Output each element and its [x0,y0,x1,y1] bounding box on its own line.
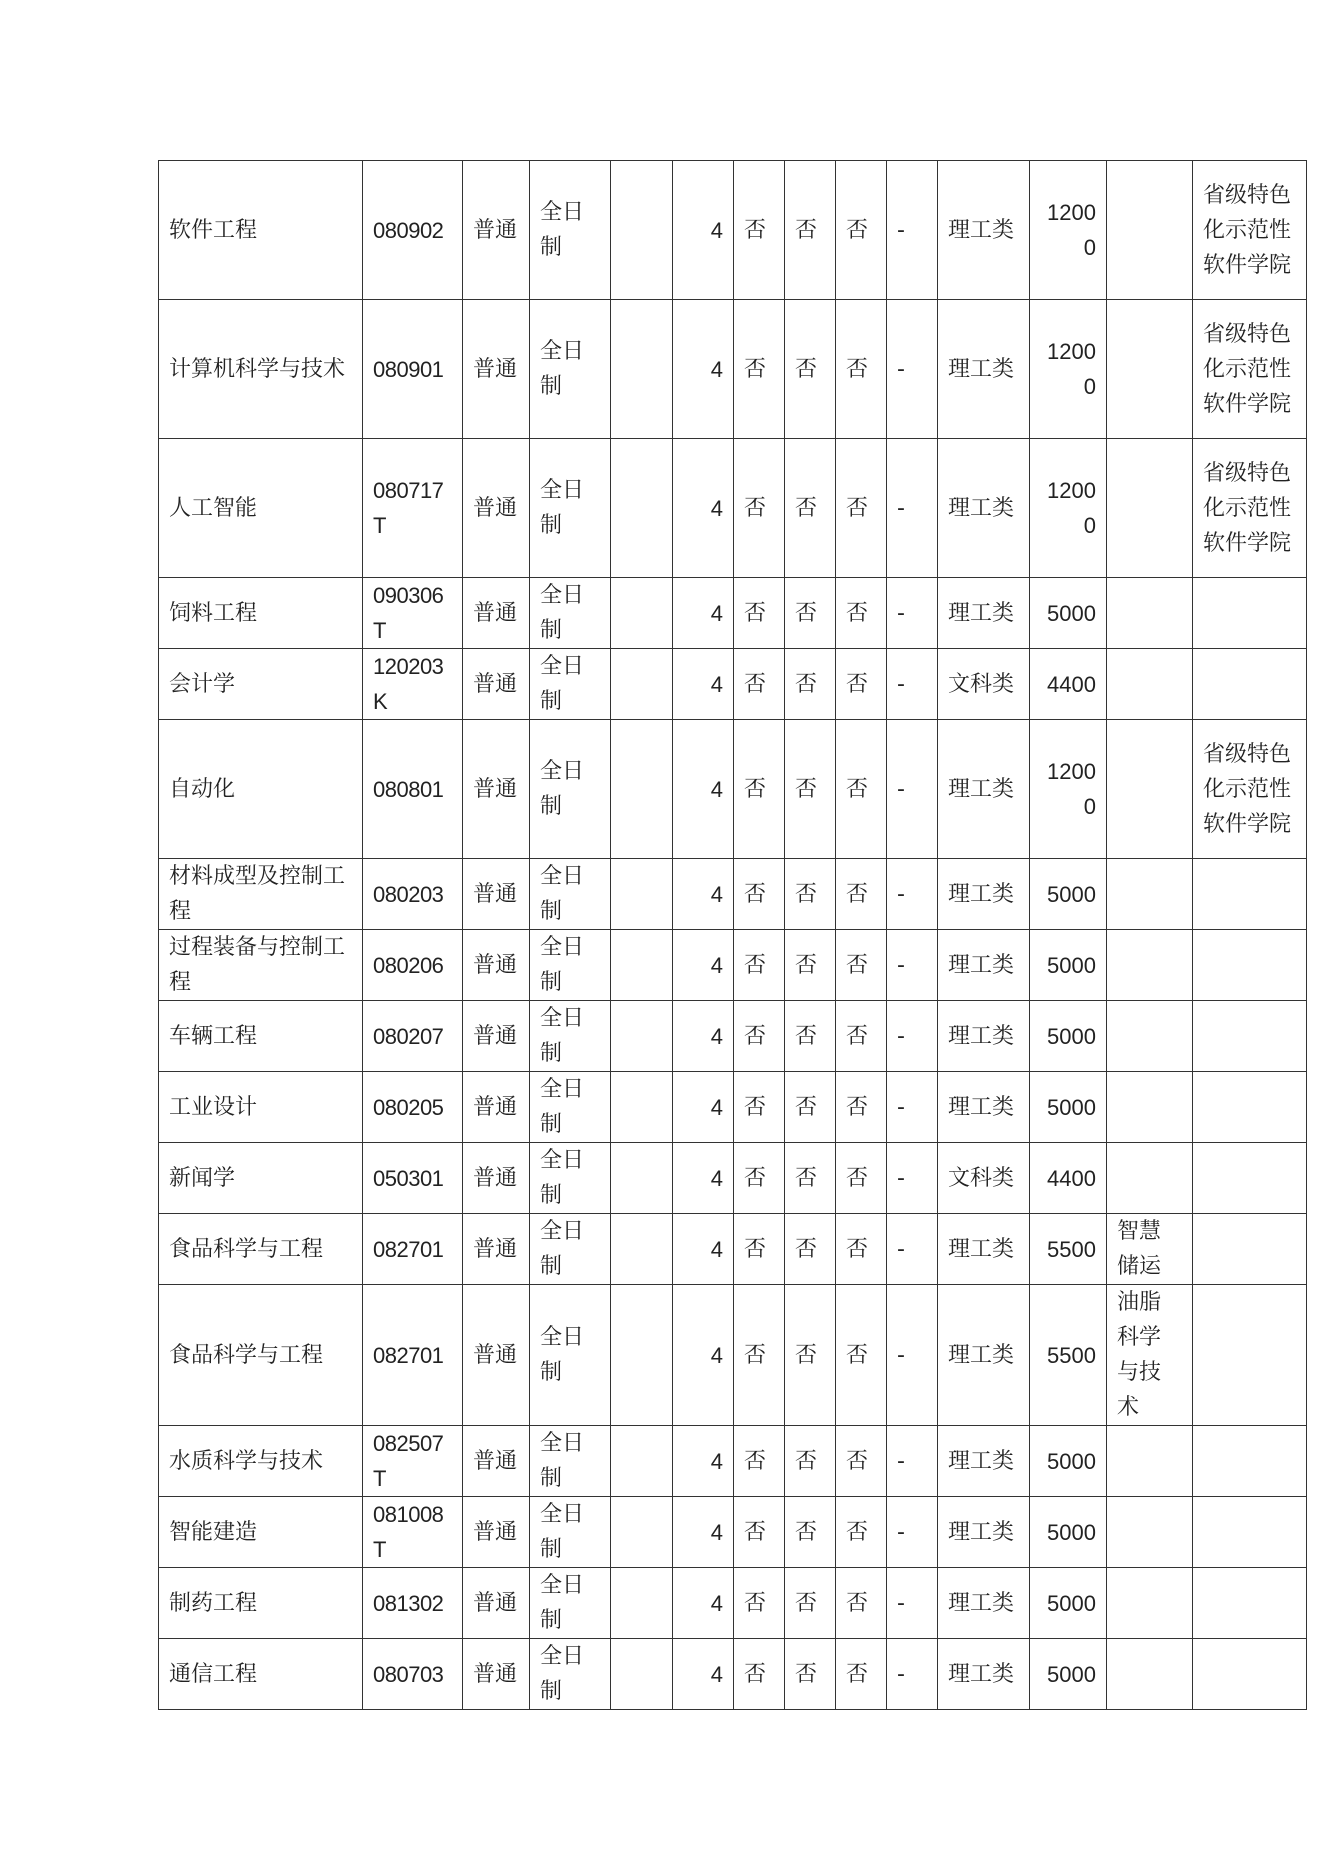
flag-cell: 否 [836,1072,887,1143]
dash-cell: - [887,161,938,300]
major-name-cell: 食品科学与工程 [159,1214,363,1285]
category-cell: 文科类 [938,1143,1030,1214]
table-row [159,1426,1307,1497]
education-type-cell: 普通 [463,161,530,300]
flag-cell: 否 [836,1639,887,1710]
category-cell: 理工类 [938,578,1030,649]
flag-cell: 否 [836,1285,887,1426]
direction-cell [1107,1426,1193,1497]
study-mode-cell: 全日制 [530,161,611,300]
major-name-cell: 制药工程 [159,1568,363,1639]
flag-cell: 否 [734,1072,785,1143]
study-mode-cell: 全日制 [530,1497,611,1568]
major-name-cell: 通信工程 [159,1639,363,1710]
years-cell: 4 [673,439,734,578]
major-name-cell: 人工智能 [159,439,363,578]
flag-cell: 否 [836,1214,887,1285]
flag-cell: 否 [734,439,785,578]
dash-cell: - [887,720,938,859]
direction-cell [1107,720,1193,859]
major-name-cell: 车辆工程 [159,1001,363,1072]
empty-cell [611,1214,673,1285]
major-name-cell: 会计学 [159,649,363,720]
education-type-cell: 普通 [463,859,530,930]
flag-cell: 否 [734,1568,785,1639]
study-mode-cell: 全日制 [530,1072,611,1143]
fee-cell: 5000 [1030,1639,1107,1710]
remark-cell [1193,1426,1307,1497]
years-cell: 4 [673,161,734,300]
empty-cell [611,1001,673,1072]
fee-cell: 5000 [1030,1426,1107,1497]
fee-cell: 5000 [1030,578,1107,649]
major-code-cell: 050301 [363,1143,463,1214]
remark-cell [1193,1214,1307,1285]
remark-cell [1193,1568,1307,1639]
years-cell: 4 [673,720,734,859]
table-row [159,859,1307,930]
empty-cell [611,439,673,578]
major-name-cell: 过程装备与控制工程 [159,930,363,1001]
empty-cell [611,300,673,439]
direction-cell: 油脂科学与技术 [1107,1285,1193,1426]
empty-cell [611,720,673,859]
flag-cell: 否 [836,1426,887,1497]
fee-cell: 5000 [1030,930,1107,1001]
fee-cell: 5500 [1030,1285,1107,1426]
remark-cell [1193,859,1307,930]
years-cell: 4 [673,1568,734,1639]
flag-cell: 否 [734,1497,785,1568]
major-code-cell: 080703 [363,1639,463,1710]
category-cell: 理工类 [938,439,1030,578]
table-row [159,1072,1307,1143]
empty-cell [611,1143,673,1214]
study-mode-cell: 全日制 [530,1568,611,1639]
major-name-cell: 水质科学与技术 [159,1426,363,1497]
education-type-cell: 普通 [463,1072,530,1143]
direction-cell [1107,439,1193,578]
remark-cell [1193,1497,1307,1568]
years-cell: 4 [673,1214,734,1285]
empty-cell [611,859,673,930]
major-code-cell: 080205 [363,1072,463,1143]
years-cell: 4 [673,859,734,930]
education-type-cell: 普通 [463,649,530,720]
study-mode-cell: 全日制 [530,1143,611,1214]
education-type-cell: 普通 [463,1639,530,1710]
major-name-cell: 新闻学 [159,1143,363,1214]
flag-cell: 否 [734,859,785,930]
major-name-cell: 工业设计 [159,1072,363,1143]
study-mode-cell: 全日制 [530,578,611,649]
flag-cell: 否 [734,930,785,1001]
category-cell: 理工类 [938,1285,1030,1426]
years-cell: 4 [673,1426,734,1497]
years-cell: 4 [673,1143,734,1214]
fee-cell: 4400 [1030,1143,1107,1214]
major-name-cell: 食品科学与工程 [159,1285,363,1426]
direction-cell [1107,1639,1193,1710]
category-cell: 理工类 [938,1497,1030,1568]
fee-cell: 5500 [1030,1214,1107,1285]
direction-cell [1107,649,1193,720]
category-cell: 理工类 [938,1568,1030,1639]
education-type-cell: 普通 [463,578,530,649]
flag-cell: 否 [785,300,836,439]
flag-cell: 否 [836,1497,887,1568]
fee-cell: 12000 [1030,300,1107,439]
majors-table [158,160,1307,1710]
education-type-cell: 普通 [463,1426,530,1497]
flag-cell: 否 [785,1639,836,1710]
dash-cell: - [887,930,938,1001]
flag-cell: 否 [734,1426,785,1497]
flag-cell: 否 [785,720,836,859]
category-cell: 理工类 [938,161,1030,300]
flag-cell: 否 [836,1001,887,1072]
study-mode-cell: 全日制 [530,649,611,720]
direction-cell [1107,1072,1193,1143]
remark-cell [1193,1072,1307,1143]
table-row [159,300,1307,439]
direction-cell [1107,300,1193,439]
category-cell: 理工类 [938,720,1030,859]
flag-cell: 否 [785,439,836,578]
years-cell: 4 [673,1001,734,1072]
table-row [159,649,1307,720]
years-cell: 4 [673,1072,734,1143]
table-row [159,1214,1307,1285]
table-row [159,1568,1307,1639]
fee-cell: 12000 [1030,439,1107,578]
study-mode-cell: 全日制 [530,1639,611,1710]
fee-cell: 5000 [1030,1568,1107,1639]
fee-cell: 12000 [1030,161,1107,300]
major-name-cell: 自动化 [159,720,363,859]
category-cell: 理工类 [938,1072,1030,1143]
category-cell: 理工类 [938,930,1030,1001]
years-cell: 4 [673,1639,734,1710]
empty-cell [611,1497,673,1568]
flag-cell: 否 [836,649,887,720]
flag-cell: 否 [836,859,887,930]
flag-cell: 否 [785,1285,836,1426]
fee-cell: 5000 [1030,1001,1107,1072]
flag-cell: 否 [734,161,785,300]
flag-cell: 否 [836,1143,887,1214]
fee-cell: 5000 [1030,1072,1107,1143]
years-cell: 4 [673,578,734,649]
flag-cell: 否 [836,439,887,578]
major-name-cell: 智能建造 [159,1497,363,1568]
study-mode-cell: 全日制 [530,859,611,930]
study-mode-cell: 全日制 [530,439,611,578]
fee-cell: 4400 [1030,649,1107,720]
flag-cell: 否 [785,1426,836,1497]
flag-cell: 否 [785,1568,836,1639]
dash-cell: - [887,859,938,930]
major-code-cell: 082701 [363,1285,463,1426]
remark-cell [1193,1143,1307,1214]
education-type-cell: 普通 [463,1001,530,1072]
dash-cell: - [887,1072,938,1143]
education-type-cell: 普通 [463,439,530,578]
table-row [159,930,1307,1001]
fee-cell: 12000 [1030,720,1107,859]
category-cell: 理工类 [938,300,1030,439]
major-name-cell: 计算机科学与技术 [159,300,363,439]
remark-cell [1193,649,1307,720]
dash-cell: - [887,1214,938,1285]
empty-cell [611,1072,673,1143]
education-type-cell: 普通 [463,1497,530,1568]
empty-cell [611,649,673,720]
flag-cell: 否 [734,300,785,439]
remark-cell: 省级特色化示范性软件学院 [1193,720,1307,859]
major-code-cell: 090306T [363,578,463,649]
empty-cell [611,1568,673,1639]
major-name-cell: 材料成型及控制工程 [159,859,363,930]
flag-cell: 否 [836,720,887,859]
flag-cell: 否 [785,1497,836,1568]
years-cell: 4 [673,1285,734,1426]
remark-cell [1193,1285,1307,1426]
flag-cell: 否 [785,578,836,649]
table-row [159,439,1307,578]
flag-cell: 否 [734,1285,785,1426]
study-mode-cell: 全日制 [530,930,611,1001]
empty-cell [611,930,673,1001]
direction-cell [1107,1568,1193,1639]
fee-cell: 5000 [1030,1497,1107,1568]
empty-cell [611,1285,673,1426]
flag-cell: 否 [785,161,836,300]
remark-cell [1193,1639,1307,1710]
study-mode-cell: 全日制 [530,1001,611,1072]
study-mode-cell: 全日制 [530,1426,611,1497]
remark-cell [1193,930,1307,1001]
empty-cell [611,161,673,300]
major-name-cell: 软件工程 [159,161,363,300]
remark-cell [1193,1001,1307,1072]
education-type-cell: 普通 [463,720,530,859]
table-row [159,578,1307,649]
major-code-cell: 080901 [363,300,463,439]
dash-cell: - [887,1001,938,1072]
flag-cell: 否 [785,859,836,930]
direction-cell: 智慧储运 [1107,1214,1193,1285]
table-row [159,161,1307,300]
table-row [159,1497,1307,1568]
remark-cell [1193,578,1307,649]
flag-cell: 否 [785,649,836,720]
direction-cell [1107,1497,1193,1568]
education-type-cell: 普通 [463,1214,530,1285]
remark-cell: 省级特色化示范性软件学院 [1193,161,1307,300]
dash-cell: - [887,1639,938,1710]
table-row [159,1639,1307,1710]
flag-cell: 否 [734,1639,785,1710]
empty-cell [611,578,673,649]
major-code-cell: 082507T [363,1426,463,1497]
empty-cell [611,1639,673,1710]
flag-cell: 否 [734,1214,785,1285]
flag-cell: 否 [734,649,785,720]
flag-cell: 否 [785,1001,836,1072]
education-type-cell: 普通 [463,1285,530,1426]
dash-cell: - [887,1285,938,1426]
major-code-cell: 120203K [363,649,463,720]
direction-cell [1107,1001,1193,1072]
years-cell: 4 [673,1497,734,1568]
flag-cell: 否 [785,1214,836,1285]
direction-cell [1107,161,1193,300]
empty-cell [611,1426,673,1497]
flag-cell: 否 [836,300,887,439]
direction-cell [1107,930,1193,1001]
major-code-cell: 082701 [363,1214,463,1285]
table-row [159,1143,1307,1214]
table-body [159,161,1307,1710]
dash-cell: - [887,1568,938,1639]
dash-cell: - [887,439,938,578]
category-cell: 理工类 [938,1214,1030,1285]
category-cell: 理工类 [938,859,1030,930]
education-type-cell: 普通 [463,1143,530,1214]
dash-cell: - [887,1426,938,1497]
major-code-cell: 080801 [363,720,463,859]
study-mode-cell: 全日制 [530,1214,611,1285]
education-type-cell: 普通 [463,300,530,439]
category-cell: 文科类 [938,649,1030,720]
dash-cell: - [887,1497,938,1568]
dash-cell: - [887,578,938,649]
flag-cell: 否 [734,720,785,859]
major-code-cell: 081008T [363,1497,463,1568]
major-code-cell: 080207 [363,1001,463,1072]
flag-cell: 否 [785,1143,836,1214]
category-cell: 理工类 [938,1426,1030,1497]
table-row [159,1285,1307,1426]
flag-cell: 否 [836,1568,887,1639]
major-code-cell: 081302 [363,1568,463,1639]
flag-cell: 否 [836,578,887,649]
study-mode-cell: 全日制 [530,1285,611,1426]
category-cell: 理工类 [938,1639,1030,1710]
direction-cell [1107,1143,1193,1214]
flag-cell: 否 [785,930,836,1001]
dash-cell: - [887,649,938,720]
major-code-cell: 080717T [363,439,463,578]
years-cell: 4 [673,300,734,439]
study-mode-cell: 全日制 [530,300,611,439]
years-cell: 4 [673,649,734,720]
fee-cell: 5000 [1030,859,1107,930]
major-code-cell: 080902 [363,161,463,300]
flag-cell: 否 [836,930,887,1001]
flag-cell: 否 [734,1001,785,1072]
table-row [159,1001,1307,1072]
education-type-cell: 普通 [463,930,530,1001]
direction-cell [1107,859,1193,930]
flag-cell: 否 [734,1143,785,1214]
flag-cell: 否 [785,1072,836,1143]
category-cell: 理工类 [938,1001,1030,1072]
table-row [159,720,1307,859]
major-code-cell: 080203 [363,859,463,930]
study-mode-cell: 全日制 [530,720,611,859]
direction-cell [1107,578,1193,649]
flag-cell: 否 [836,161,887,300]
major-code-cell: 080206 [363,930,463,1001]
flag-cell: 否 [734,578,785,649]
education-type-cell: 普通 [463,1568,530,1639]
years-cell: 4 [673,930,734,1001]
major-name-cell: 饲料工程 [159,578,363,649]
dash-cell: - [887,300,938,439]
remark-cell: 省级特色化示范性软件学院 [1193,439,1307,578]
remark-cell: 省级特色化示范性软件学院 [1193,300,1307,439]
dash-cell: - [887,1143,938,1214]
